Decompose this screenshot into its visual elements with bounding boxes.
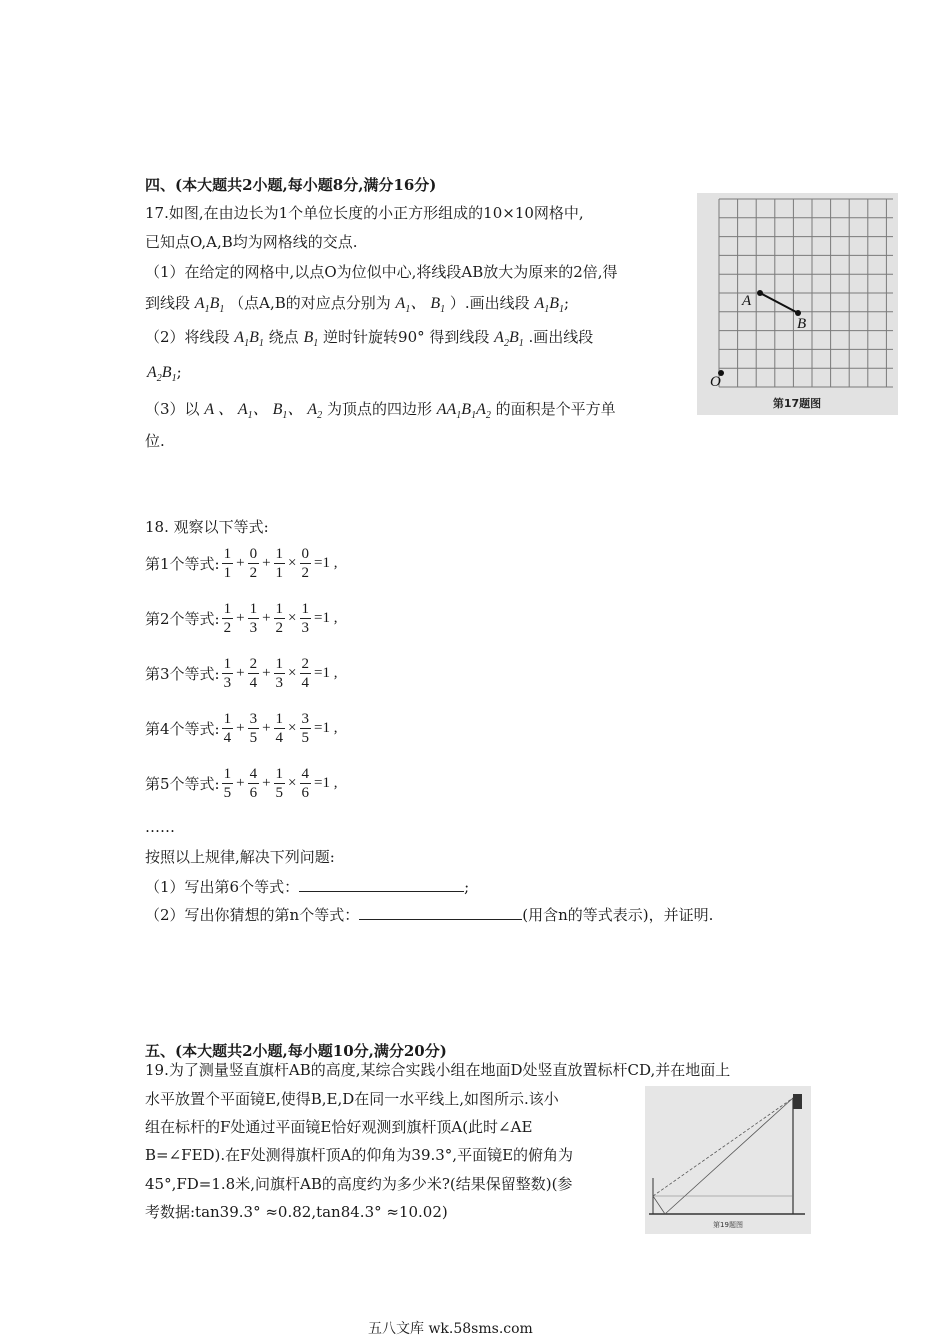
q17-line-7a: （3）以 — [145, 400, 200, 418]
fraction: $\frac{3}{5}$ — [249, 711, 258, 746]
q17-line-5b: 绕点 — [268, 328, 299, 346]
equation-row-2: 第2个等式: $\frac{1}{2}$ + $\frac{1}{3}$ + $\frac{1}{2}$ × $\frac{1}{3}$ =1 , — [145, 601, 338, 636]
figure-19-drawing — [645, 1086, 811, 1234]
equation-row-3: 第3个等式: $\frac{1}{3}$ + $\frac{2}{4}$ + $\frac{1}{3}$ × $\frac{2}{4}$ =1 , — [145, 656, 338, 691]
label-O: O — [710, 374, 721, 390]
q17-line-2: 已知点O,A,B均为网格线的交点. — [145, 233, 358, 251]
label-B: B — [797, 316, 807, 332]
math-A2B1-b: $A_2B_1$ — [147, 364, 177, 385]
fraction: $\frac{1}{1}$ — [275, 546, 284, 581]
q18-part-2-end: (用含n的等式表示)，并证明. — [522, 906, 714, 924]
q17-line-7b: 为顶点的四边形 — [326, 400, 432, 418]
label-A: A — [742, 293, 752, 309]
equation-row-4: 第4个等式: $\frac{1}{4}$ + $\frac{3}{5}$ + $\frac{1}{4}$ × $\frac{3}{5}$ =1 , — [145, 711, 338, 746]
fraction: $\frac{1}{5}$ — [223, 766, 232, 801]
figure-19-caption: 第19题图 — [713, 1221, 743, 1229]
math-A1B1-c: $A_1B_1$ — [234, 329, 264, 350]
q17-line-3: （1）在给定的网格中,以点O为位似中心,将线段AB放大为原来的2倍,得 — [145, 263, 618, 281]
equation-label: 第5个等式: — [145, 775, 220, 793]
equation-row-5: 第5个等式: $\frac{1}{5}$ + $\frac{4}{6}$ + $\frac{1}{5}$ × $\frac{4}{6}$ =1 , — [145, 766, 338, 801]
q17-line-4b: （点A,B的对应点分别为 — [229, 294, 391, 312]
q17-line-4a: 到线段 — [145, 294, 191, 312]
math-A1-B1: $A_1$、 $B_1$ — [395, 295, 446, 316]
section-5-title: 五、(本大题共2小题,每小题10分,满分20分) — [145, 1042, 447, 1060]
equation-row-1: 第1个等式: $\frac{1}{1}$ + $\frac{0}{2}$ + $\frac{1}{1}$ × $\frac{0}{2}$ =1 , — [145, 546, 338, 581]
fraction: $\frac{1}{3}$ — [223, 656, 232, 691]
figure-17-caption: 第17题图 — [772, 397, 822, 410]
q18-rule: 按照以上规律,解决下列问题: — [145, 848, 335, 866]
fraction: $\frac{0}{2}$ — [301, 546, 310, 581]
q18-line-1: 18. 观察以下等式: — [145, 518, 269, 536]
figure-19 — [645, 1086, 811, 1234]
q18-part-2 — [145, 904, 713, 926]
fraction: $\frac{1}{4}$ — [223, 711, 232, 746]
q19-line-6: 考数据:tan39.3° ≈0.82,tan84.3° ≈10.02) — [145, 1203, 448, 1221]
footer-watermark: 五八文库 wk.58sms.com — [368, 1321, 533, 1337]
fraction: $\frac{4}{6}$ — [249, 766, 258, 801]
equation-label: 第1个等式: — [145, 555, 220, 573]
fraction: $\frac{1}{2}$ — [223, 601, 232, 636]
fraction: $\frac{2}{4}$ — [249, 656, 258, 691]
q19-line-3: 组在标杆的F处通过平面镜E恰好观测到旗杆顶A(此时∠AE — [145, 1118, 533, 1136]
q17-line-7 — [145, 398, 616, 427]
fraction: $\frac{1}{3}$ — [275, 656, 284, 691]
fraction: $\frac{1}{4}$ — [275, 711, 284, 746]
equation-label: 第3个等式: — [145, 665, 220, 683]
math-quad: $AA_1B_1A_2$ — [436, 401, 491, 422]
q18-part-2-text: （2）写出你猜想的第n个等式： — [145, 906, 360, 924]
q19-line-4: B=∠FED).在F处测得旗杆顶A的仰角为39.3°,平面镜E的俯角为 — [145, 1146, 574, 1164]
fraction: $\frac{1}{1}$ — [223, 546, 232, 581]
q19-line-2: 水平放置个平面镜E,使得B,E,D在同一水平线上,如图所示.该小 — [145, 1090, 559, 1108]
ellipsis: …… — [145, 818, 175, 836]
equation-label: 第2个等式: — [145, 610, 220, 628]
figure-17 — [697, 193, 898, 415]
q18-part-1-text: （1）写出第6个等式： — [145, 878, 300, 896]
math-A1B1-b: $A_1B_1$ — [534, 295, 565, 316]
fraction: $\frac{1}{2}$ — [275, 601, 284, 636]
q17-line-5 — [145, 326, 593, 355]
answer-blank-2[interactable] — [359, 905, 522, 920]
q17-line-5a: （2）将线段 — [145, 328, 230, 346]
math-B1: $B_1$ — [303, 329, 319, 350]
q17-line-6: $A_2B_1$; — [147, 363, 182, 385]
figure-17-grid — [697, 193, 898, 415]
q17-line-8: 位. — [145, 432, 165, 450]
q19-line-5: 45°,FD=1.8米,问旗杆AB的高度约为多少米?(结果保留整数)(参 — [145, 1175, 573, 1193]
q17-line-1: 17.如图,在由边长为1个单位长度的小正方形组成的10×10网格中, — [145, 204, 584, 222]
q17-line-4c: ）.画出线段 — [449, 294, 530, 312]
q17-line-5d: .画出线段 — [528, 328, 594, 346]
q19-line-1: 19.为了测量竖直旗杆AB的高度,某综合实践小组在地面D处竖直放置标杆CD,并在地面上 — [145, 1061, 731, 1079]
section-4-title: 四、(本大题共2小题,每小题8分,满分16分) — [145, 176, 437, 194]
q17-line-7c: 的面积是个平方单 — [495, 400, 616, 418]
q18-part-1 — [145, 876, 469, 898]
fraction: $\frac{1}{5}$ — [275, 766, 284, 801]
math-A1B1: $A_1B_1$ — [194, 295, 225, 316]
q17-line-4: 到线段 $A_1B_1$ （点A,B的对应点分别为 $A_1$、 $B_1$ ）.画出线段 $A_1B_1$; — [145, 294, 570, 316]
equation-label: 第4个等式: — [145, 720, 220, 738]
fraction: $\frac{3}{5}$ — [301, 711, 310, 746]
q18-part-1-end: ; — [464, 878, 470, 896]
fraction: $\frac{2}{4}$ — [301, 656, 310, 691]
math-vertices: A 、 $A_1$、 $B_1$、 $A_2$ — [204, 401, 323, 422]
fraction: $\frac{1}{3}$ — [301, 601, 310, 636]
fraction: $\frac{4}{6}$ — [301, 766, 310, 801]
q17-line-5c: 逆时针旋转90° 得到线段 — [323, 328, 490, 346]
fraction: $\frac{1}{3}$ — [249, 601, 258, 636]
fraction: $\frac{0}{2}$ — [249, 546, 258, 581]
math-A2B1: $A_2B_1$ — [494, 329, 524, 350]
answer-blank-1[interactable] — [299, 877, 464, 892]
